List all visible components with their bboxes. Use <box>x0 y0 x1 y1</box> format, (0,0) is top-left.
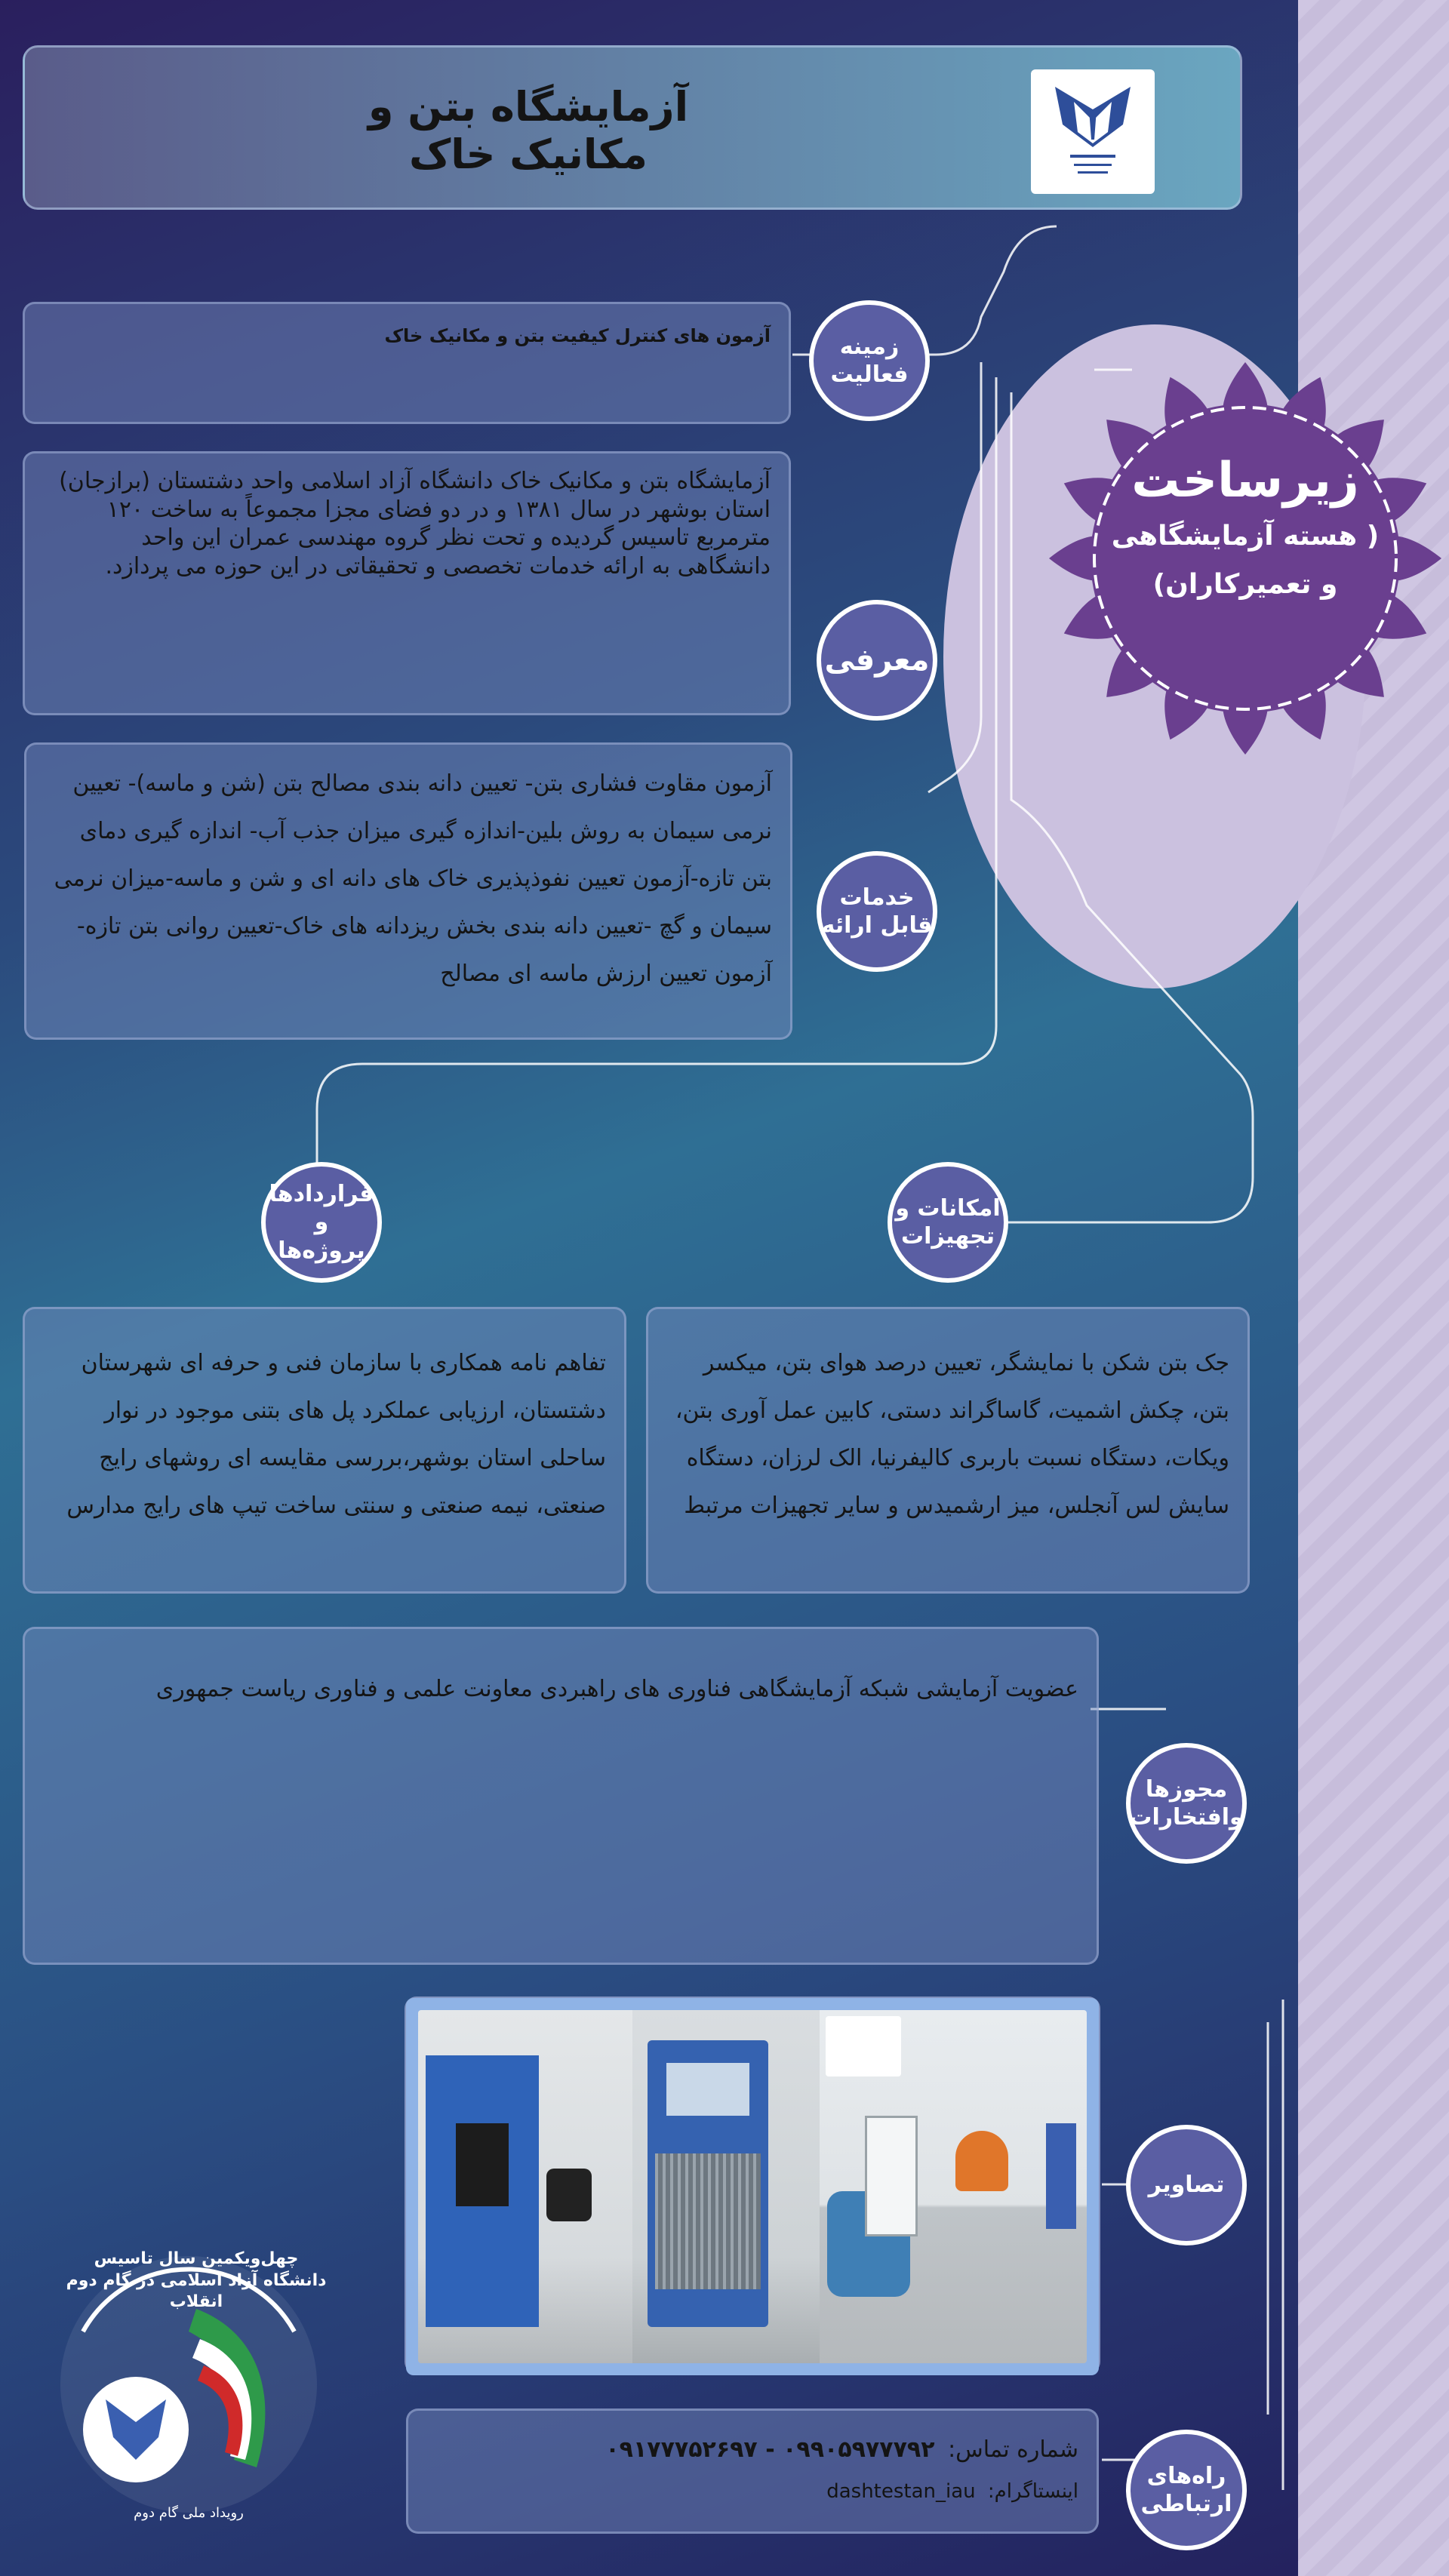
contracts-label-line1: قراردادها و <box>269 1180 374 1236</box>
contracts-label <box>261 1162 382 1283</box>
activity-panel <box>23 302 791 424</box>
phone-label: شماره تماس: <box>948 2436 1078 2463</box>
services-label-line1: خدمات <box>839 884 915 911</box>
services-panel <box>24 742 792 1040</box>
university-logo <box>1031 69 1155 194</box>
emblem-arc-text: چهل‌ویکمین سال تاسیس دانشگاه آزاد اسلامی در گام دوم انقلاب <box>66 2249 327 2312</box>
instagram-label: اینستاگرام: <box>987 2480 1078 2503</box>
intro-label <box>817 600 937 721</box>
lab-photo <box>418 2010 1087 2363</box>
contracts-panel <box>23 1307 626 1594</box>
activity-label <box>809 300 930 421</box>
licenses-label-line2: وافتخارات <box>1129 1804 1244 1831</box>
services-label-line2: قابل ارائه <box>821 912 933 939</box>
lab-photo-room <box>820 2010 1087 2363</box>
page-title: آزمایشگاه بتن و مکانیک خاک <box>368 83 689 178</box>
lab-photo-frame <box>406 1998 1099 2375</box>
press-motor <box>546 2169 592 2221</box>
intro-panel <box>23 451 791 715</box>
lab-photo-machine <box>632 2010 820 2363</box>
equipment-label-line2: تجهیزات <box>900 1223 995 1250</box>
anniversary-emblem <box>30 2226 347 2543</box>
flower-subtitle-line1: ( هسته آزمایشگاهی <box>1111 521 1380 552</box>
images-label <box>1126 2125 1247 2246</box>
instagram-row <box>826 2480 1078 2503</box>
activity-label-line2: فعالیت <box>830 361 909 388</box>
lab-photo-press <box>418 2010 632 2363</box>
university-logo-icon <box>1048 79 1138 185</box>
contracts-label-line2: پروژه‌ها <box>278 1237 365 1264</box>
press-center <box>456 2123 509 2206</box>
phone-row <box>605 2436 1078 2463</box>
compression-machine-screen <box>666 2063 749 2116</box>
lab-cabinet <box>865 2116 918 2236</box>
contact-panel <box>406 2408 1099 2534</box>
compression-machine-grid <box>655 2153 761 2289</box>
flower-subtitle-line2: و تعمیرکاران) <box>1152 569 1338 600</box>
instagram-value[interactable]: dashtestan_iau <box>826 2480 976 2503</box>
services-label <box>817 851 937 972</box>
lab-mixer <box>955 2131 1008 2191</box>
licenses-label <box>1126 1743 1247 1864</box>
event-logo-small <box>826 2016 901 2076</box>
licenses-panel <box>23 1627 1099 1965</box>
licenses-text: عضویت آزمایشی شبکه آزمایشگاهی فناوری های راهبردی معاونت علمی و فناوری ریاست جمهوری <box>155 1676 1078 1702</box>
flower-title: زیرساخت <box>1131 453 1359 509</box>
phone-value[interactable]: ۰۹۹۰۵۹۷۷۷۹۲ - ۰۹۱۷۷۷۵۲۶۹۷ <box>605 2436 935 2463</box>
equipment-label <box>888 1162 1008 1283</box>
contracts-text: تفاهم نامه همکاری با سازمان فنی و حرفه ای شهرستان دشتستان، ارزیابی عملکرد پل های بتنی موجود در نوار ساحلی استان بوشهر،بررسی مقایسه ای روشهای رایج صنعتی، نیمه صنعتی و سنتی ساخت تیپ های رایج مدارس <box>66 1350 606 1519</box>
flower-text <box>1087 453 1404 605</box>
intro-label-text: معرفی <box>824 643 930 678</box>
contact-label-line2: ارتباطی <box>1140 2491 1232 2517</box>
licenses-label-line1: مجوزها <box>1145 1775 1228 1803</box>
intro-text: آزمایشگاه بتن و مکانیک خاک دانشگاه آزاد اسلامی واحد دشتستان (برازجان) استان بوشهر در سال ۱۳۸۱ و در دو فضای مجزا مجموعاً به ساخت ۱۲۰ مترمربع تاسیس گردیده و تحت نظر گروه مهندسی عمران این واحد دانشگاهی به ارائه خدمات تخصصی و تحقیقاتی در این حوزه می پردازد. <box>59 468 771 579</box>
images-label-text: تصاویر <box>1148 2172 1225 2199</box>
activity-label-line1: زمینه <box>839 333 900 360</box>
contact-label-line1: راه‌های <box>1146 2462 1226 2489</box>
equipment-label-line1: امکانات و <box>895 1194 1001 1222</box>
services-text: آزمون مقاوت فشاری بتن- تعیین دانه بندی مصالح بتن (شن و ماسه)- تعیین نرمی سیمان به روش بلین-اندازه گیری میزان جذب آب- اندازه گیری دمای بتن تازه-آزمون تعیین نفوذپذیری خاک های دانه ای و شن و ماسه-میزان نرمی سیمان و گچ -تعیین دانه بندی بخش ریزدانه های خاک-تعیین روانی بتن تازه-آزمون تعیین ارزش ماسه ای مصالح <box>54 770 772 987</box>
emblem-caption: رویداد ملی گام دوم <box>134 2505 244 2521</box>
lab-stand <box>1046 2123 1076 2229</box>
activity-text: آزمون های کنترل کیفیت بتن و مکانیک خاک <box>384 325 771 346</box>
contact-label <box>1126 2430 1247 2550</box>
equipment-panel <box>646 1307 1250 1594</box>
equipment-text: جک بتن شکن با نمایشگر، تعیین درصد هوای بتن، میکسر بتن، چکش اشمیت، گاساگراند دستی، کابین عمل آوری بتن، ویکات، دستگاه نسبت باربری کالیفرنیا، الک لرزان، دستگاه سایش لس آنجلس، میز ارشمیدس و سایر تجهیزات مرتبط <box>675 1350 1229 1519</box>
